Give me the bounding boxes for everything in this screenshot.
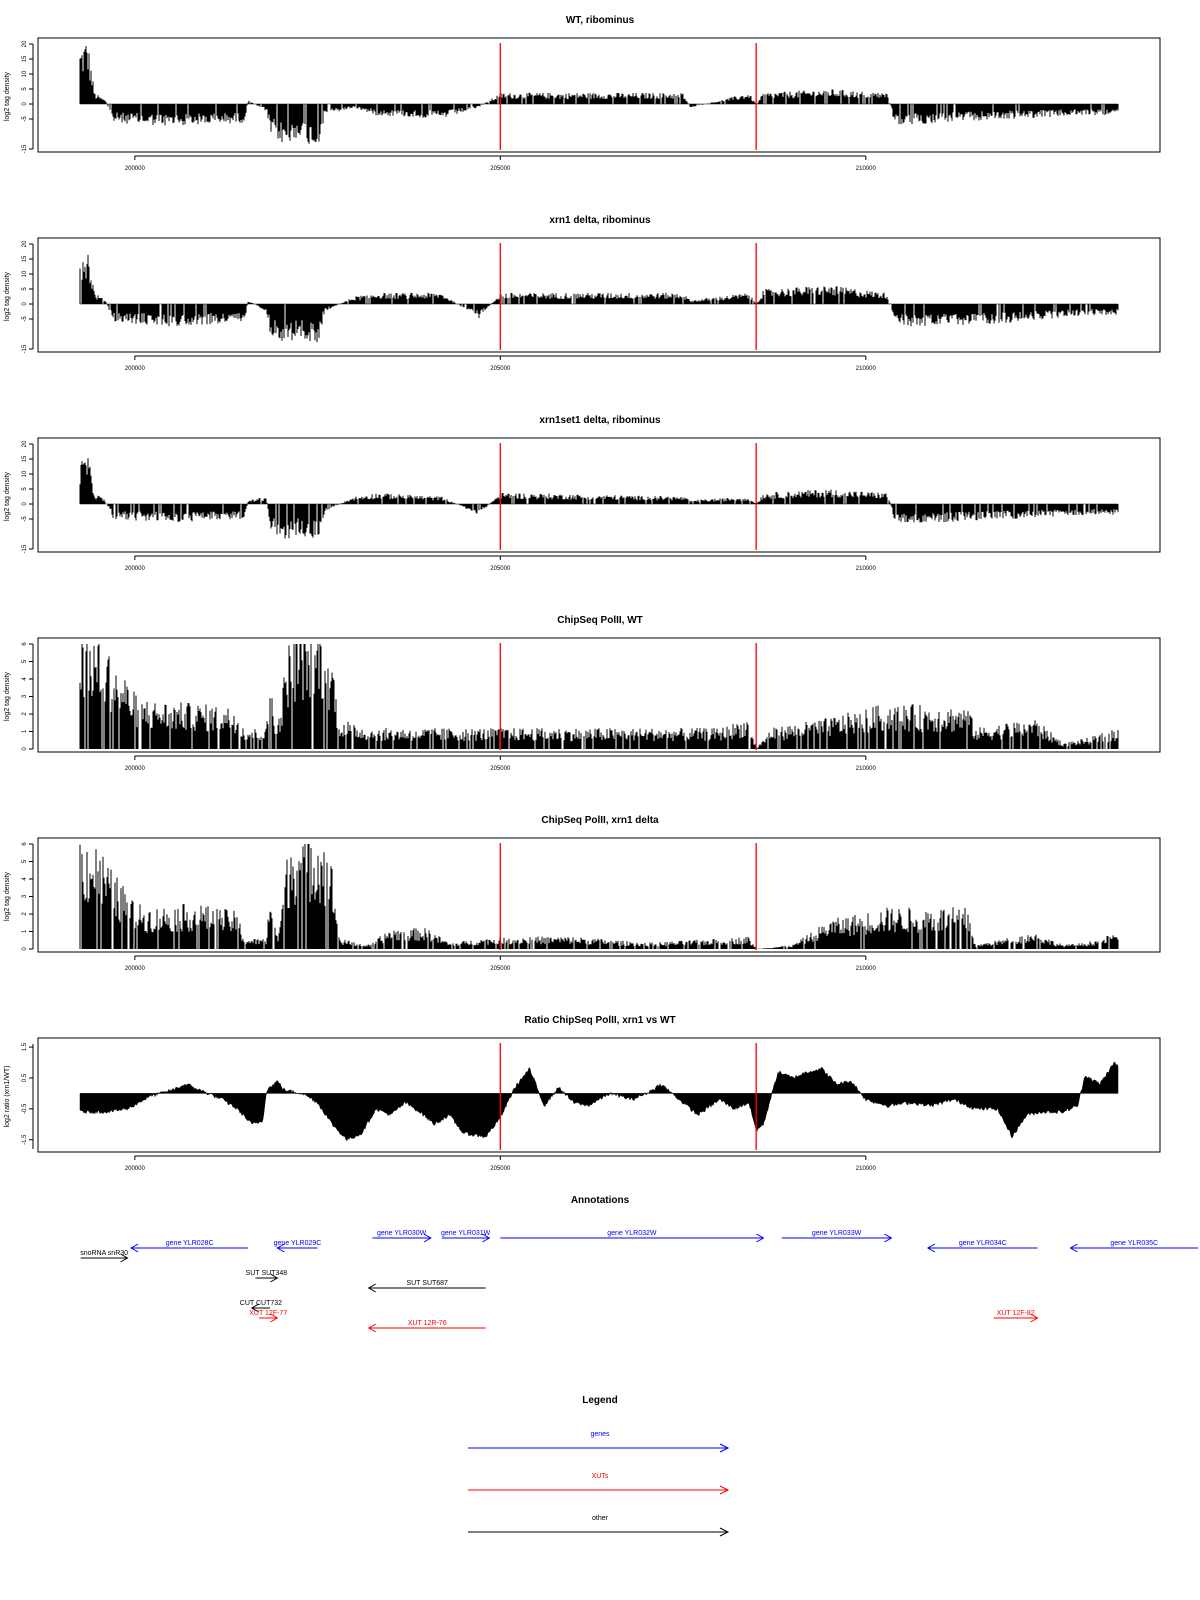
density-bars [80,844,1118,949]
feature-label: gene YLR030W [376,1230,427,1237]
density-bars [80,644,1118,749]
y-tick-label: 3 [22,694,28,699]
y-axis-label: log2 ratio (xrn1/WT) [4,1065,11,1128]
y-tick-label: 6 [22,642,28,646]
x-tick-label: 200000 [124,966,145,972]
panel-title: Ratio ChipSeq PolII, xrn1 vs WT [524,1015,676,1026]
feature-label: gene YLR035C [1110,1240,1159,1247]
y-tick-label: 0 [22,747,28,751]
data-series [80,644,1118,749]
feature-snorna-snr30 [80,1250,128,1262]
y-tick-label: 5 [22,87,28,91]
y-tick-label: 2 [22,712,28,716]
y-tick-label: -15 [22,144,28,154]
panel-title: xrn1set1 delta, ribominus [539,415,661,426]
legend-title: Legend [582,1395,618,1406]
y-tick-label: 5 [22,287,28,291]
y-tick-label: 1.5 [22,1042,28,1052]
y-tick-label: 15 [22,55,28,63]
y-axis-label: log2 tag density [4,471,11,522]
feature-label: CUT CUT732 [239,1300,283,1307]
data-series [80,458,1118,538]
feature-label: XUT 12R-76 [407,1320,447,1327]
feature-label: XUT 12F-77 [249,1310,288,1317]
x-tick-label: 200000 [124,366,145,372]
y-tick-label: 0.5 [22,1073,28,1083]
x-tick-label: 210000 [855,966,876,972]
feature-xut-12f-82 [994,1310,1038,1322]
y-tick-label: 10 [22,70,28,78]
feature-label: gene YLR034C [958,1240,1007,1247]
feature-label: gene YLR033W [811,1230,862,1237]
feature-label: SUT SUT687 [406,1280,448,1287]
y-axis-label: log2 tag density [4,271,11,322]
panel-1 [4,15,1160,172]
y-tick-label: 4 [22,677,28,681]
y-tick-label: -5 [22,516,28,522]
y-tick-label: 5 [22,487,28,491]
y-tick-label: -0.5 [22,1103,28,1115]
x-tick-label: 205000 [490,766,511,772]
x-tick-label: 205000 [490,566,511,572]
feature-label: gene YLR032W [607,1230,657,1237]
feature-sut-sut687 [369,1280,486,1292]
y-tick-label: -1.5 [22,1134,28,1145]
x-tick-label: 200000 [124,166,145,172]
y-tick-label: 5 [22,859,28,864]
x-tick-label: 200000 [124,1166,145,1172]
legend-entry-xuts [468,1473,728,1494]
y-tick-label: 4 [22,877,28,881]
y-tick-label: 15 [22,455,28,463]
x-tick-label: 205000 [490,966,511,972]
panel-3 [4,415,1160,572]
density-bars [80,255,1118,342]
legend-entry-genes [468,1431,728,1452]
legend-entry-label: other [592,1515,608,1522]
y-axis-label: log2 tag density [4,871,11,922]
y-tick-label: 1 [22,929,28,934]
x-tick-label: 210000 [855,766,876,772]
panel-4 [4,615,1160,772]
x-tick-label: 205000 [490,166,511,172]
x-tick-label: 205000 [490,1166,511,1172]
x-tick-label: 210000 [855,566,876,572]
y-tick-label: -15 [22,544,28,554]
density-bars [80,458,1118,538]
x-tick-label: 205000 [490,366,511,372]
y-tick-label: 0 [22,102,28,106]
panel-title: ChipSeq PolII, xrn1 delta [541,815,659,826]
y-axis-label: log2 tag density [4,71,11,122]
ratio-area [80,1062,1118,1140]
y-tick-label: 2 [22,912,28,916]
y-tick-label: 10 [22,470,28,478]
y-tick-label: -5 [22,116,28,122]
y-tick-label: -5 [22,316,28,322]
legend-entry-other [468,1515,728,1536]
y-tick-label: 20 [22,440,28,448]
y-tick-label: 0 [22,947,28,951]
data-series [80,46,1118,144]
legend-entry-label: genes [590,1431,610,1438]
feature-label: XUT 12F-82 [996,1310,1035,1317]
feature-gene-ylr031w [441,1230,491,1242]
y-tick-label: 0 [22,302,28,306]
feature-gene-ylr032w [500,1230,763,1242]
feature-xut-12r-76 [369,1320,486,1332]
y-tick-label: -15 [22,344,28,354]
y-axis-label: log2 tag density [4,671,11,722]
y-tick-label: 6 [22,842,28,846]
legend-entry-label: XUTs [591,1473,609,1480]
feature-label: gene YLR031W [440,1230,491,1237]
feature-label: snoRNA snR30 [80,1250,129,1257]
feature-gene-ylr033w [782,1230,892,1242]
x-tick-label: 200000 [124,566,145,572]
feature-gene-ylr028c [131,1240,248,1252]
feature-label: gene YLR029C [273,1240,322,1247]
feature-gene-ylr034c [928,1240,1038,1252]
feature-label: gene YLR028C [165,1240,214,1247]
y-tick-label: 5 [22,659,28,664]
feature-xut-12f-77 [249,1310,287,1322]
panel-title: WT, ribominus [565,15,635,26]
y-tick-label: 10 [22,270,28,278]
feature-label: SUT SUT348 [245,1270,288,1277]
x-tick-label: 210000 [855,166,876,172]
panel-frame [38,438,1160,552]
data-series [80,844,1118,949]
panel-2 [4,215,1160,372]
annotations-title: Annotations [570,1195,630,1206]
panel-title: ChipSeq PolII, WT [557,615,643,626]
feature-sut-sut348 [246,1270,288,1282]
y-tick-label: 3 [22,894,28,899]
feature-gene-ylr029c [274,1240,322,1252]
panel-5 [4,815,1160,972]
x-tick-label: 210000 [855,1166,876,1172]
legend-panel [468,1395,728,1536]
feature-gene-ylr035c [1070,1240,1198,1252]
y-tick-label: 15 [22,255,28,263]
y-tick-label: 1 [22,729,28,734]
density-bars [80,46,1118,144]
x-tick-label: 210000 [855,366,876,372]
y-tick-label: 20 [22,40,28,48]
x-tick-label: 200000 [124,766,145,772]
panel-title: xrn1 delta, ribominus [549,215,651,226]
annotations-panel [80,1195,1198,1332]
y-tick-label: 0 [22,502,28,506]
y-tick-label: 20 [22,240,28,248]
panel-6 [4,1015,1160,1172]
data-series [80,255,1118,342]
feature-gene-ylr030w [372,1230,430,1242]
data-series [80,1062,1118,1140]
